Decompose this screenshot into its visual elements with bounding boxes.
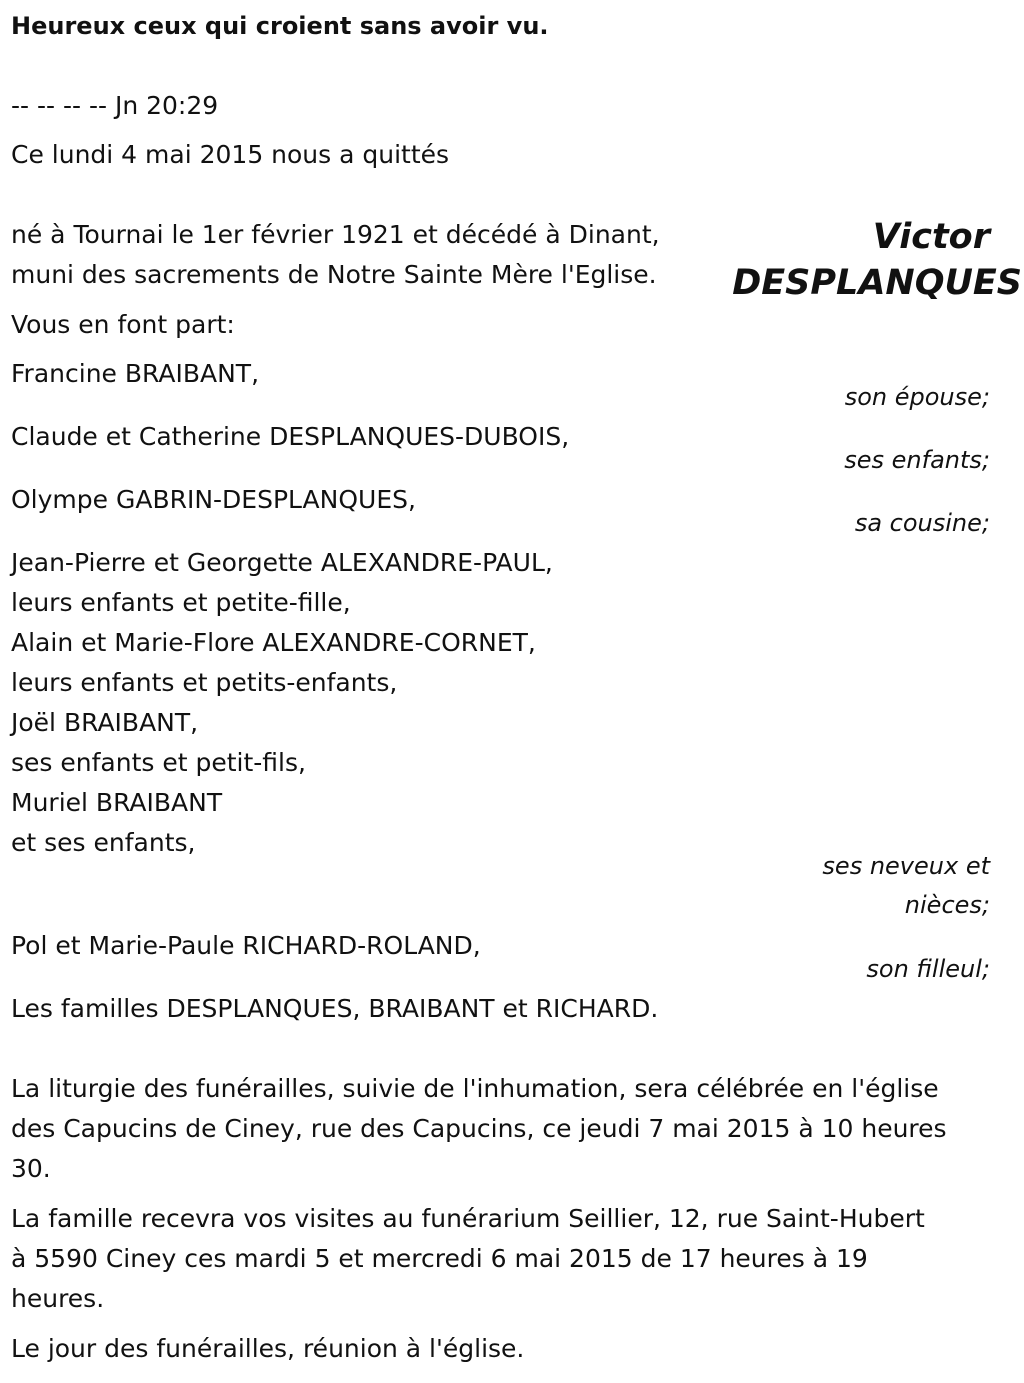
deceased-name [722,214,1022,306]
relation-godson: son filleul; [866,955,990,983]
verse-reference: -- -- -- -- Jn 20:29 [11,91,219,120]
funeral-line: La liturgie des funérailles, suivie de l'inhumation, sera célébrée en l'église [11,1074,939,1103]
relation-nephews-line-2: nièces; [904,891,990,919]
motto: Heureux ceux qui croient sans avoir vu. [11,12,549,40]
nephews-line: Joël BRAIBANT, [11,708,199,737]
nephews-line: leurs enfants et petits-enfants, [11,668,398,697]
nephews-line: Muriel BRAIBANT [11,788,223,817]
birth-death-line-2: muni des sacrements de Notre Sainte Mère l'Eglise. [11,260,657,289]
visit-line: heures. [11,1284,105,1313]
relation-nephews-line-1: ses neveux et [822,852,990,880]
relation-cousin: sa cousine; [854,509,990,537]
visit-line: à 5590 Ciney ces mardi 5 et mercredi 6 mai 2015 de 17 heures à 19 [11,1244,868,1273]
death-announcement: Ce lundi 4 mai 2015 nous a quittés [11,140,450,169]
mourner-spouse: Francine BRAIBANT, [11,359,260,388]
nephews-line: et ses enfants, [11,828,196,857]
visit-line: La famille recevra vos visites au funérarium Seillier, 12, rue Saint-Hubert [11,1204,925,1233]
intro-line: Vous en font part: [11,310,235,339]
deceased-last-name: DESPLANQUES [732,263,1022,303]
meeting-line: Le jour des funérailles, réunion à l'église. [11,1334,525,1363]
nephews-line: leurs enfants et petite-fille, [11,588,351,617]
mourner-godson: Pol et Marie-Paule RICHARD-ROLAND, [11,931,481,960]
nephews-line: Jean-Pierre et Georgette ALEXANDRE-PAUL, [11,548,553,577]
birth-death-line-1: né à Tournai le 1er février 1921 et décédé à Dinant, [11,220,660,249]
funeral-line: des Capucins de Ciney, rue des Capucins, ce jeudi 7 mai 2015 à 10 heures [11,1114,947,1143]
funeral-line: 30. [11,1154,51,1183]
families-line: Les familles DESPLANQUES, BRAIBANT et RICHARD. [11,994,659,1023]
mourner-children: Claude et Catherine DESPLANQUES-DUBOIS, [11,422,570,451]
relation-children: ses enfants; [844,446,990,474]
deceased-first-name: Victor [872,217,990,257]
relation-spouse: son épouse; [844,383,990,411]
nephews-line: ses enfants et petit-fils, [11,748,306,777]
mourner-cousin: Olympe GABRIN-DESPLANQUES, [11,485,416,514]
nephews-line: Alain et Marie-Flore ALEXANDRE-CORNET, [11,628,536,657]
